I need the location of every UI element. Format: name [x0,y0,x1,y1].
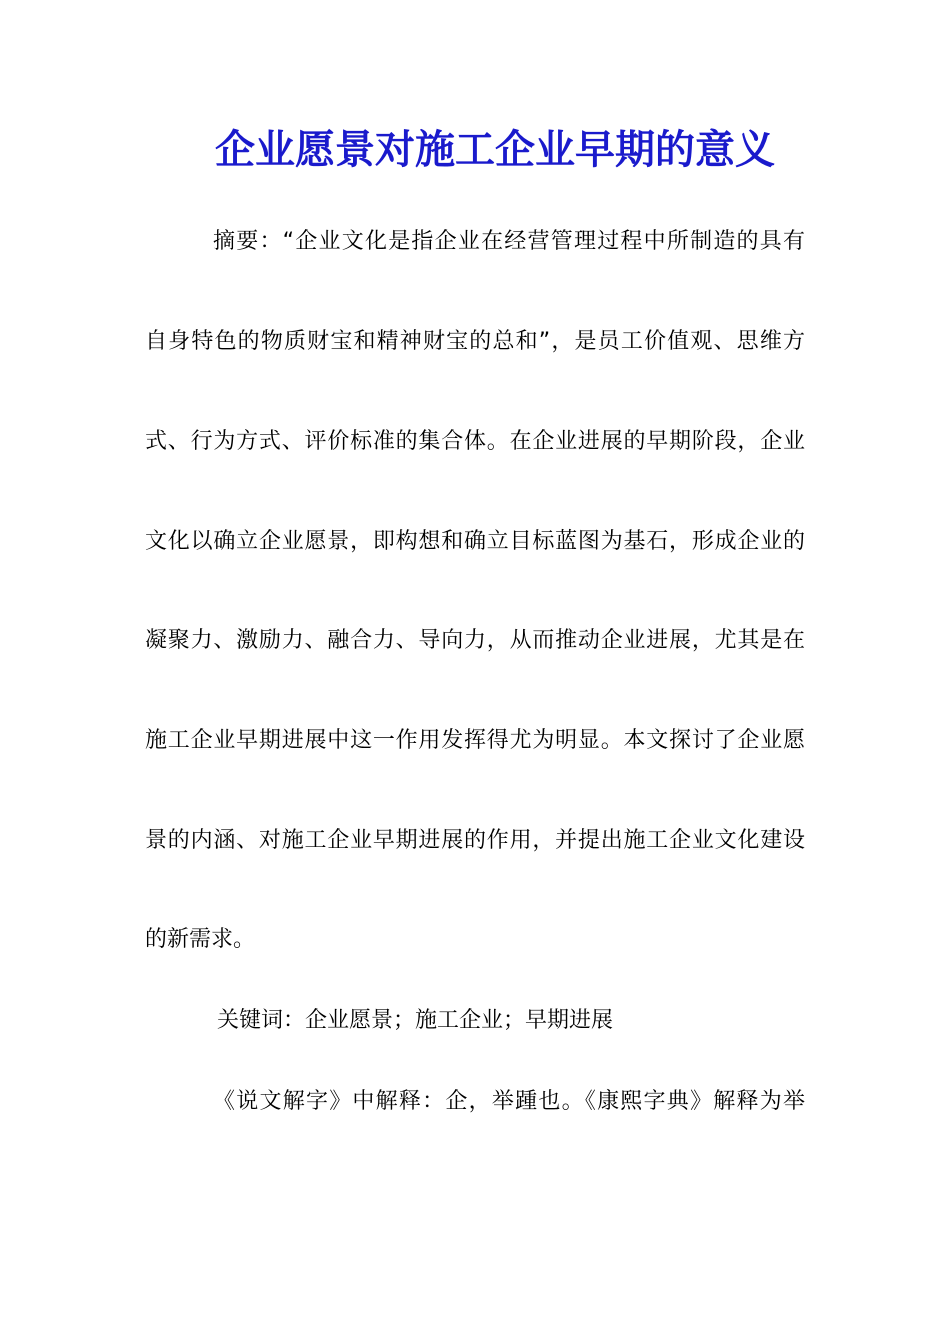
abstract-line-1: 摘要：“企业文化是指企业在经营管理过程中所制造的具有 [213,229,805,254]
abstract-line-2: 自身特色的物质财宝和精神财宝的总和”，是员工价值观、思维方 [145,329,805,354]
abstract-line-4: 文化以确立企业愿景，即构想和确立目标蓝图为基石，形成企业的 [145,529,805,554]
abstract-line-6: 施工企业早期进展中这一作用发挥得尤为明显。本文探讨了企业愿 [145,728,805,753]
keywords-line: 关键词：企业愿景；施工企业；早期进展 [217,1008,614,1033]
document-title: 企业愿景对施工企业早期的意义 [215,126,775,173]
body-line-1: 《说文解字》中解释：企，举踵也。《康熙字典》解释为举 [213,1089,805,1114]
abstract-line-5: 凝聚力、激励力、融合力、导向力，从而推动企业进展，尤其是在 [145,628,805,653]
abstract-line-3: 式、行为方式、评价标准的集合体。在企业进展的早期阶段，企业 [145,429,805,454]
abstract-line-8: 的新需求。 [145,927,256,952]
abstract-line-7: 景的内涵、对施工企业早期进展的作用，并提出施工企业文化建设 [145,828,805,853]
